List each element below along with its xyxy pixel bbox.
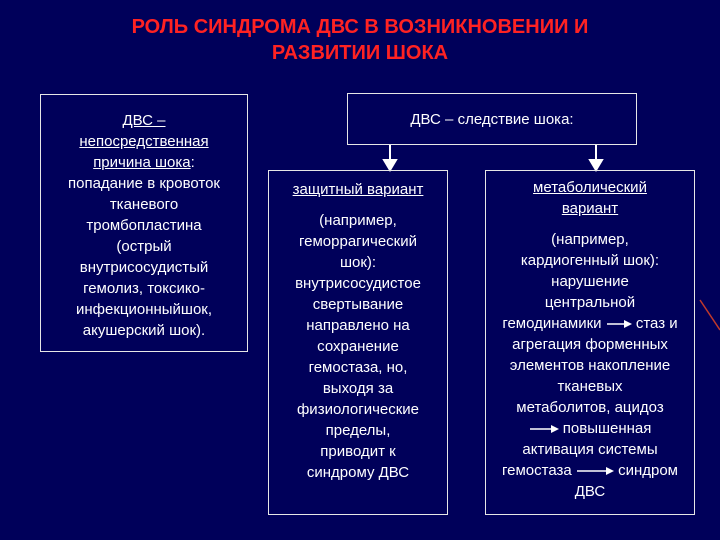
metabolic-variant-box	[485, 170, 695, 515]
title-line-2: РАЗВИТИИ ШОКА	[271, 42, 449, 64]
protective-variant-text-list	[269, 210, 447, 483]
connector-right-arrowhead	[590, 160, 602, 170]
cause-text-line: тканевого	[109, 196, 179, 213]
cause-heading-line-3	[41, 152, 247, 173]
metabolic-line-13: ДВС	[574, 483, 606, 500]
protective-variant-text-line: физиологические	[296, 401, 420, 418]
metabolic-line-5a: гемодинамики	[502, 315, 602, 332]
protective-variant-text-line: направлено на	[306, 317, 410, 334]
protective-variant-text-line: геморрагический	[299, 233, 417, 250]
cause-text-line: гемолиз, токсико-	[83, 280, 205, 297]
protective-variant-text-line: сохранение	[317, 338, 399, 355]
protective-variant-text-line: гемостаза, но,	[308, 359, 408, 376]
protective-variant-text-line: выходя за	[322, 380, 394, 397]
protective-variant-text-line: свертывание	[312, 296, 404, 313]
arrow-icon	[606, 319, 632, 329]
metabolic-line-12	[486, 460, 694, 481]
metabolic-line-7: элементов накопление	[509, 357, 671, 374]
cause-text-list	[41, 173, 247, 341]
cause-heading-line-1: ДВС –	[122, 112, 166, 129]
cause-box	[40, 94, 248, 352]
protective-variant-text-line: синдрому ДВС	[306, 464, 410, 481]
title-line-1: РОЛЬ СИНДРОМА ДВС В ВОЗНИКНОВЕНИИ И	[131, 16, 589, 38]
cause-text-line: акушерский шок).	[82, 322, 206, 339]
cause-heading-colon: :	[190, 154, 195, 171]
metabolic-heading-line-1: метаболический	[533, 179, 647, 196]
protective-variant-text-line: приводит к	[320, 443, 396, 460]
cause-text-line: инфекционныйшок,	[75, 301, 213, 318]
metabolic-line-11: активация системы	[522, 441, 658, 458]
metabolic-line-8: тканевых	[557, 378, 623, 395]
cause-text-line: попадание в кровоток	[68, 175, 220, 192]
consequence-label: ДВС – следствие шока:	[410, 110, 574, 128]
cause-text-line: тромбопластина	[86, 217, 202, 234]
protective-variant-text-line: шок):	[339, 254, 377, 271]
protective-variant-text-line: пределы,	[325, 422, 391, 439]
protective-variant-text-line: (например,	[319, 212, 397, 229]
arrow-icon	[576, 466, 614, 476]
metabolic-line-10-text: повышенная	[562, 420, 652, 437]
cause-text-line: (острый	[116, 238, 172, 255]
metabolic-line-2: кардиогенный шок):	[520, 252, 660, 269]
metabolic-line-9: метаболитов, ацидоз	[516, 399, 664, 416]
metabolic-line-5b: стаз и	[635, 315, 678, 332]
metabolic-heading-line-2: вариант	[561, 200, 619, 217]
metabolic-line-4: центральной	[544, 294, 636, 311]
cause-text-line: внутрисосудистый	[79, 259, 209, 276]
arrow-icon	[529, 424, 559, 434]
metabolic-line-5	[486, 313, 694, 334]
metabolic-line-12a: гемостаза	[502, 462, 572, 479]
edge-decoration-line	[700, 300, 720, 330]
metabolic-line-1: (например,	[551, 231, 629, 248]
cause-heading-text: причина шока	[93, 154, 191, 171]
metabolic-line-3: нарушение	[551, 273, 629, 290]
metabolic-line-12b: синдром	[618, 462, 678, 479]
protective-variant-heading: защитный вариант	[292, 181, 424, 198]
consequence-box	[347, 93, 637, 145]
protective-variant-text-line: внутрисосудистое	[295, 275, 421, 292]
metabolic-line-10	[486, 418, 694, 439]
connector-left-arrowhead	[384, 160, 396, 170]
metabolic-line-6: агрегация форменных	[512, 336, 668, 353]
protective-variant-box	[268, 170, 448, 515]
cause-heading-line-2: непосредственная	[79, 133, 209, 150]
